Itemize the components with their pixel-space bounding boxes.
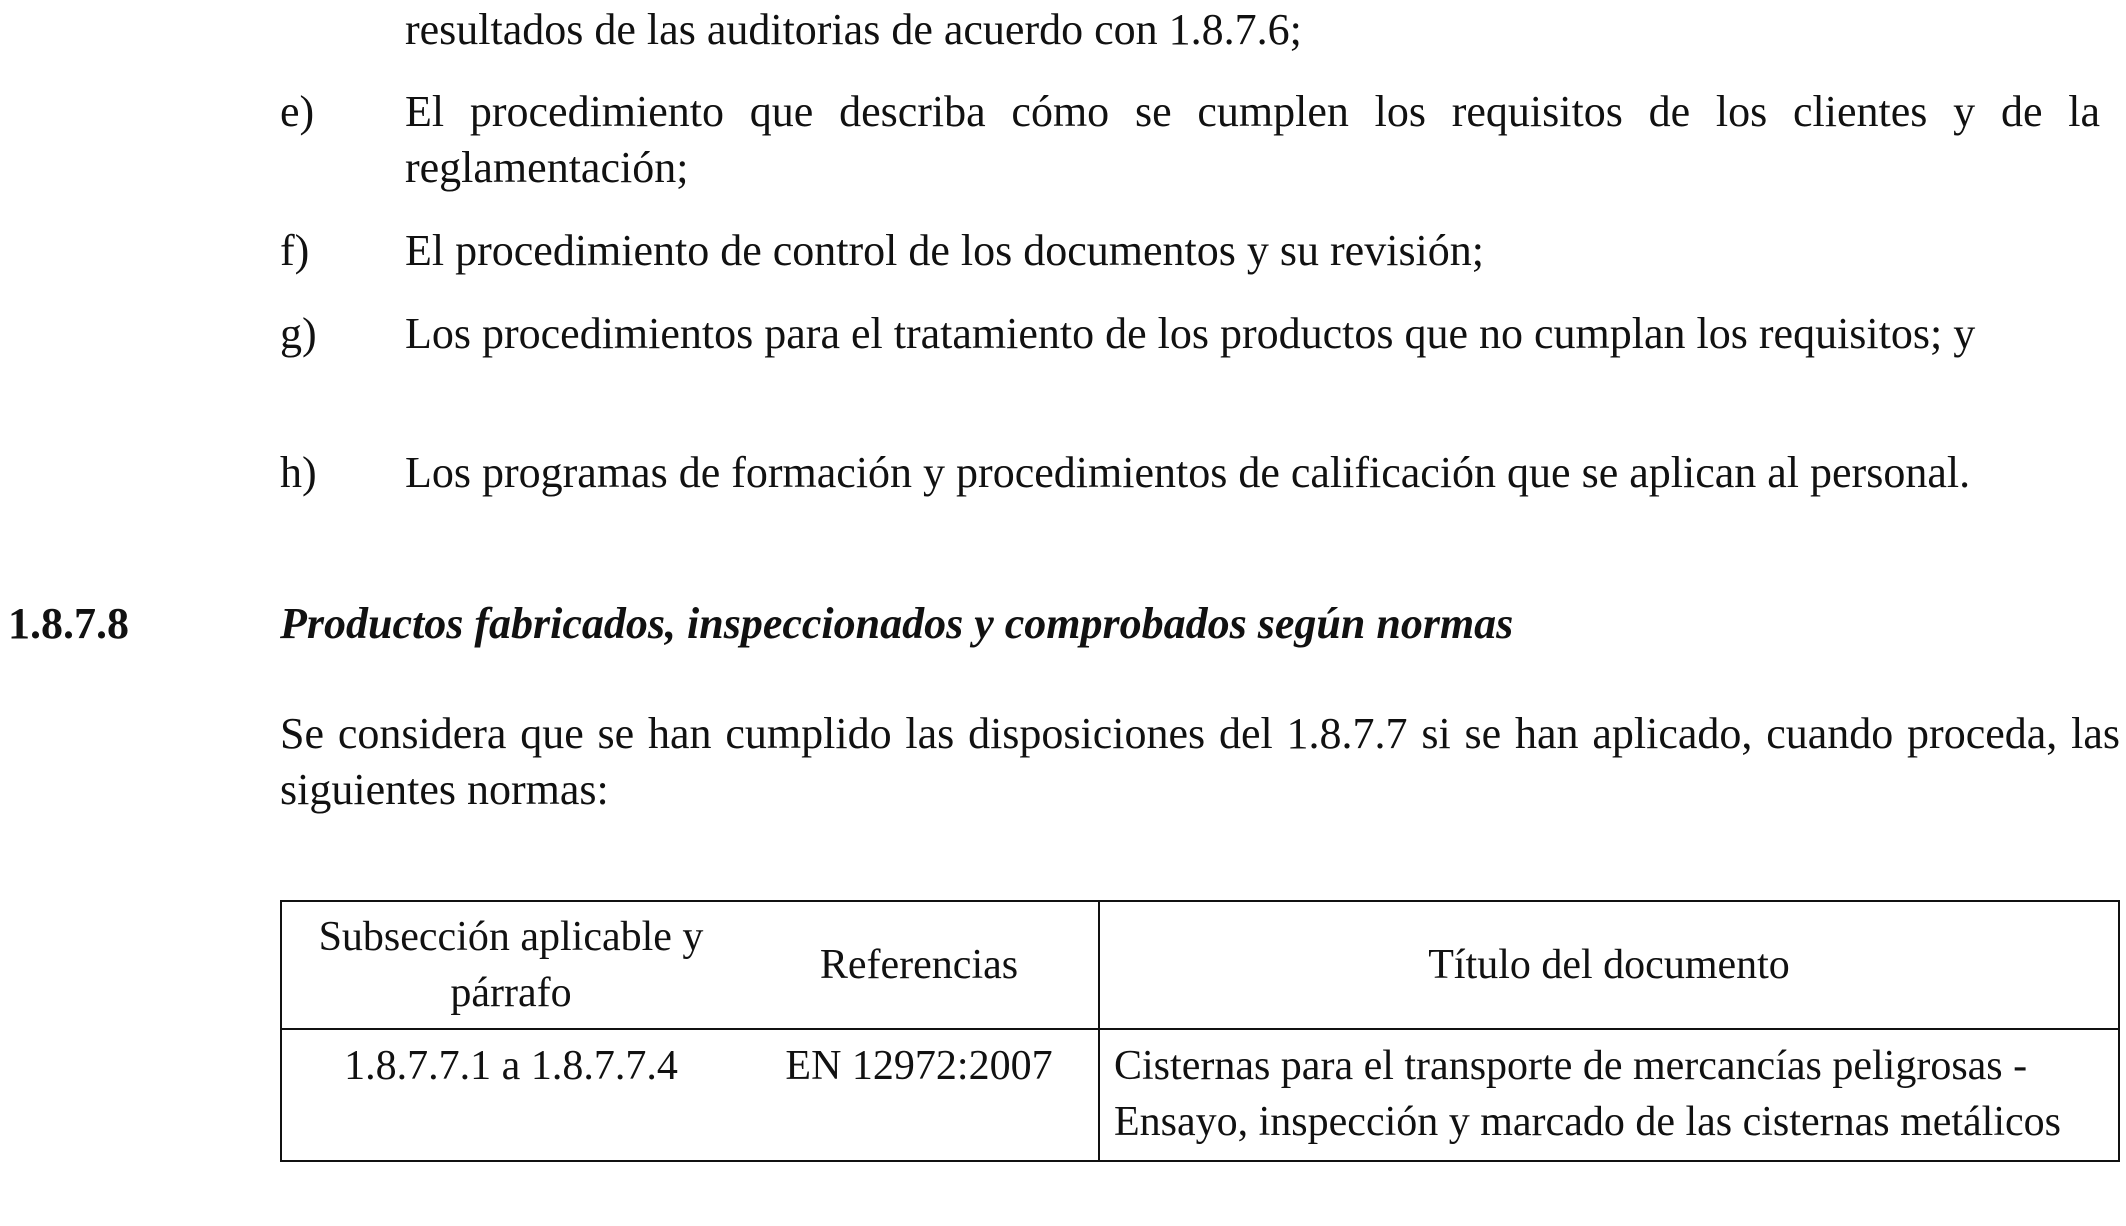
table-cell-reference: EN 12972:2007 xyxy=(740,1029,1099,1161)
section-title: Productos fabricados, inspeccionados y comprobados según normas xyxy=(280,599,1514,648)
list-item-label-e: e) xyxy=(280,87,315,136)
table-cell-subsection: 1.8.7.7.1 a 1.8.7.7.4 xyxy=(281,1029,740,1161)
list-item-text-h: Los programas de formación y procedimientos de calificación que se aplican al personal. xyxy=(405,448,1971,497)
table-header-references: Referencias xyxy=(740,901,1099,1029)
table-header-document-title: Título del documento xyxy=(1099,901,2119,1029)
table-header-row xyxy=(281,901,2119,1029)
list-item-label-g: g) xyxy=(280,309,317,358)
table-header-subsection: Subsección aplicable y párrafo xyxy=(281,901,740,1029)
list-item-label-h: h) xyxy=(280,448,317,497)
table-row xyxy=(281,1029,2119,1161)
list-item-text-g: Los procedimientos para el tratamiento de los productos que no cumplan los requisitos; y xyxy=(405,309,1976,358)
table-cell-document-title: Cisternas para el transporte de mercancías peligrosas - Ensayo, inspección y marcado de las cisternas metálicos xyxy=(1099,1029,2119,1161)
list-item-continuation: resultados de las auditorias de acuerdo con 1.8.7.6; xyxy=(405,5,1302,54)
list-item-text-e: El procedimiento que describa cómo se cumplen los requisitos de los clientes y de la reglamentación; xyxy=(405,87,2100,192)
section-number: 1.8.7.8 xyxy=(8,599,129,648)
standards-table xyxy=(280,900,2120,1162)
list-item-label-f: f) xyxy=(280,226,310,275)
section-intro: Se considera que se han cumplido las disposiciones del 1.8.7.7 si se han aplicado, cuando proceda, las siguientes normas: xyxy=(280,709,2120,814)
list-item-text-f: El procedimiento de control de los documentos y su revisión; xyxy=(405,226,1485,275)
